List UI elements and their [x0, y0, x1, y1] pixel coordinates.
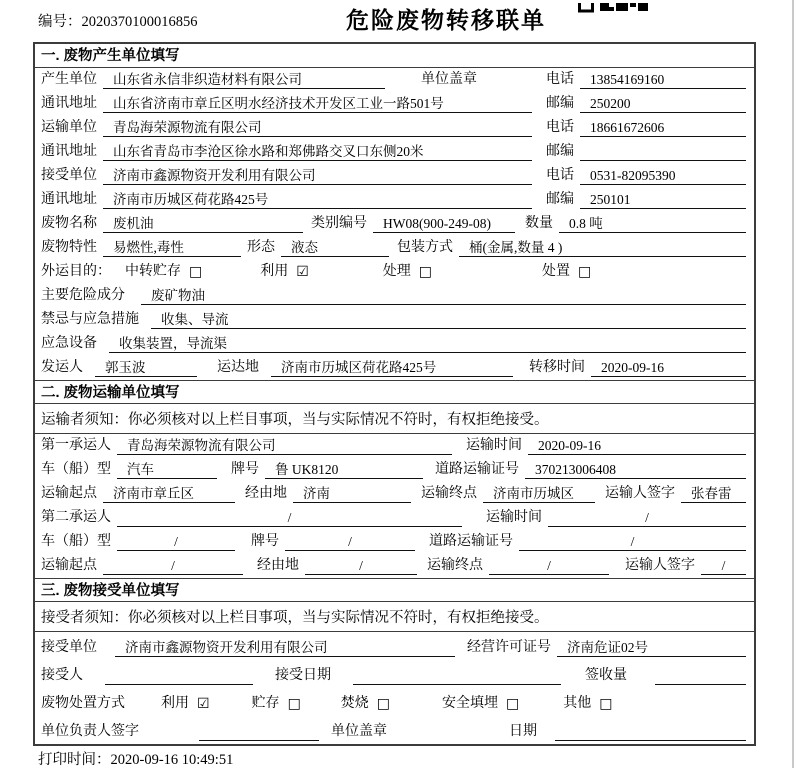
section3-title: 三. 废物接受单位填写	[35, 578, 754, 602]
plate-label: 牌号	[251, 534, 279, 549]
field-group	[41, 71, 546, 89]
receiver-zip-value: 250101	[580, 191, 746, 209]
field-group	[41, 167, 546, 185]
field-label: 运输起点	[41, 486, 97, 501]
plate-label: 牌号	[231, 462, 259, 477]
print-time-label: 打印时间：	[38, 752, 111, 768]
option-incinerate	[341, 695, 390, 713]
emergency-measures-value: 收集、导流	[151, 311, 746, 329]
via-2-value: /	[305, 557, 417, 575]
second-carrier-value: /	[117, 509, 462, 527]
packing-label: 包装方式	[397, 240, 453, 255]
transport-time-value: 2020-09-16	[528, 437, 746, 455]
field-label: 产生单位	[41, 72, 97, 87]
row-hazard-component	[35, 284, 754, 308]
option-label: 处置	[542, 264, 571, 279]
print-time-line	[38, 748, 233, 768]
zip-label: 邮编	[546, 192, 574, 207]
row-disposal-checkboxes	[35, 688, 754, 716]
via-value: 济南	[293, 485, 411, 503]
quantity-value: 0.8 吨	[559, 215, 746, 233]
field-label: 接受单位	[41, 168, 97, 183]
road-license-value: 370213006408	[525, 461, 746, 479]
category-label: 类别编号	[311, 216, 367, 231]
option-utilize	[260, 263, 309, 281]
via-label: 经由地	[257, 558, 299, 573]
seal-label: 单位盖章	[421, 72, 477, 87]
row-receiver-address	[35, 188, 754, 212]
option-label: 处理	[382, 264, 411, 279]
vehicle-type-value: 汽车	[117, 461, 217, 479]
page-title: 危险废物转移联单	[346, 7, 546, 33]
checkbox-unchecked-icon: □	[578, 264, 592, 280]
producer-name-value: 山东省永信非织造材料有限公司	[103, 71, 385, 89]
field-label: 运输单位	[41, 120, 97, 135]
field-label: 废物特性	[41, 240, 97, 255]
option-label: 安全填埋	[442, 696, 499, 711]
section2-title: 二. 废物运输单位填写	[35, 380, 754, 404]
row-route-2	[35, 554, 754, 578]
route-end-2-value: /	[489, 557, 609, 575]
producer-zip-value: 250200	[580, 95, 746, 113]
option-utilize	[161, 695, 210, 713]
checkbox-unchecked-icon: □	[599, 696, 613, 712]
form-label: 形态	[247, 240, 275, 255]
date-label: 日期	[509, 724, 537, 739]
serial-label: 编号：	[38, 14, 82, 30]
field-group	[41, 143, 546, 161]
carrier-sign-value: 张春雷	[681, 485, 746, 503]
transport-time-label: 运输时间	[486, 510, 542, 525]
acceptor-value	[105, 667, 253, 685]
option-label: 贮存	[251, 696, 280, 711]
row-waste-name	[35, 212, 754, 236]
quantity-label: 数量	[525, 216, 553, 231]
checkbox-checked-icon: ☑	[296, 264, 309, 280]
row-receiver	[35, 164, 754, 188]
destination-value: 济南市历城区荷花路425号	[271, 359, 513, 377]
received-qty-label: 签收量	[585, 668, 627, 683]
field-label: 车（船）型	[41, 534, 111, 549]
field-label: 第一承运人	[41, 438, 111, 453]
zip-label: 邮编	[546, 96, 574, 111]
phone-label: 电话	[546, 72, 574, 87]
waste-props-value: 易燃性,毒性	[103, 239, 241, 257]
plate-2-value: /	[285, 533, 415, 551]
category-code-value: HW08(900-249-08)	[373, 215, 515, 233]
plate-value: 鲁 UK8120	[265, 461, 423, 479]
permit-label: 经营许可证号	[467, 640, 551, 655]
carrier-sign-label: 运输人签字	[625, 558, 695, 573]
road-license-label: 道路运输证号	[429, 534, 513, 549]
field-label: 第二承运人	[41, 510, 111, 525]
destination-label: 运达地	[217, 360, 259, 375]
row-waste-props	[35, 236, 754, 260]
field-label: 废物处置方式	[41, 696, 125, 711]
field-label: 接受人	[41, 668, 83, 683]
field-label: 禁忌与应急措施	[41, 312, 139, 327]
checkbox-unchecked-icon: □	[376, 696, 391, 712]
row-vehicle-2	[35, 530, 754, 554]
receiver-phone-value: 0531-82095390	[580, 167, 746, 185]
receiver-name-value: 济南市鑫源物资开发利用有限公司	[103, 167, 532, 185]
row-transporter	[35, 116, 754, 140]
carrier-sign-2-value: /	[701, 557, 746, 575]
phone-label: 电话	[546, 120, 574, 135]
row-emergency-measures	[35, 308, 754, 332]
manifest-table	[33, 42, 756, 746]
field-label: 接受单位	[41, 640, 97, 655]
transporter-address-value: 山东省青岛市李沧区徐水路和郑佛路交叉口东侧20米	[103, 143, 532, 161]
row-route-1	[35, 482, 754, 506]
checkbox-unchecked-icon: □	[287, 696, 301, 712]
emergency-equipment-value: 收集装置，导流渠	[109, 335, 746, 353]
field-group	[41, 119, 546, 137]
option-storage	[252, 695, 301, 713]
transport-time-2-value: /	[548, 509, 746, 527]
field-label: 发运人	[41, 360, 83, 375]
field-label: 通讯地址	[41, 144, 97, 159]
row-producer	[35, 68, 754, 92]
option-label: 中转贮存	[125, 264, 181, 279]
route-start-value: 济南市章丘区	[103, 485, 235, 503]
print-time-value: 2020-09-16 10:49:51	[110, 752, 234, 768]
scan-page-edge	[792, 0, 794, 768]
transport-time-label: 运输时间	[466, 438, 522, 453]
zip-label: 邮编	[546, 144, 574, 159]
transporter-notice: 运输者须知：你必须核对以上栏目事项，当与实际情况不符时，有权拒绝接受。	[35, 404, 754, 434]
field-label: 通讯地址	[41, 192, 97, 207]
field-label: 车（船）型	[41, 462, 111, 477]
checkbox-checked-icon: ☑	[197, 696, 210, 712]
transfer-time-label: 转移时间	[529, 360, 585, 375]
option-treat	[383, 263, 432, 281]
phone-label: 电话	[546, 168, 574, 183]
carrier-sign-label: 运输人签字	[605, 486, 675, 501]
first-carrier-value: 青岛海荣源物流有限公司	[117, 437, 452, 455]
route-end-label: 运输终点	[421, 486, 477, 501]
transporter-phone-value: 18661672606	[580, 119, 746, 137]
row-accept-unit	[35, 632, 754, 660]
route-end-value: 济南市历城区	[483, 485, 595, 503]
accept-date-value	[353, 667, 561, 685]
field-label: 运输起点	[41, 558, 97, 573]
producer-address-value: 山东省济南市章丘区明水经济技术开发区工业一路501号	[103, 95, 532, 113]
option-other	[563, 695, 612, 713]
row-transporter-address	[35, 140, 754, 164]
dispatcher-value: 郭玉波	[95, 359, 197, 377]
road-license-label: 道路运输证号	[435, 462, 519, 477]
option-transfer-storage	[125, 263, 202, 281]
row-dispatch	[35, 356, 754, 380]
receiver-address-value: 济南市历城区荷花路425号	[103, 191, 532, 209]
route-start-2-value: /	[103, 557, 243, 575]
accept-date-label: 接受日期	[275, 668, 331, 683]
row-vehicle-1	[35, 458, 754, 482]
field-group	[41, 191, 546, 209]
producer-phone-value: 13854169160	[580, 71, 746, 89]
route-end-label: 运输终点	[427, 558, 483, 573]
row-emergency-equipment	[35, 332, 754, 356]
transporter-name-value: 青岛海荣源物流有限公司	[103, 119, 532, 137]
received-qty-value	[655, 667, 746, 685]
accept-unit-value: 济南市鑫源物资开发利用有限公司	[115, 639, 455, 657]
checkbox-unchecked-icon: □	[189, 264, 203, 280]
option-dispose	[542, 263, 591, 281]
sign-date-value	[555, 723, 746, 741]
row-acceptor	[35, 660, 754, 688]
vehicle-type-2-value: /	[117, 533, 235, 551]
field-group	[41, 95, 546, 113]
hazard-component-value: 废矿物油	[141, 287, 746, 305]
option-landfill	[442, 695, 519, 713]
section1-title: 一. 废物产生单位填写	[35, 44, 754, 68]
packing-value: 桶(金属,数量 4 )	[459, 239, 746, 257]
via-label: 经由地	[245, 486, 287, 501]
road-license-2-value: /	[519, 533, 746, 551]
transporter-zip-value	[580, 143, 746, 161]
option-label: 其他	[563, 696, 592, 711]
transfer-time-value: 2020-09-16	[591, 359, 746, 377]
field-label: 外运目的：	[41, 264, 111, 279]
row-purpose-checkboxes	[35, 260, 754, 284]
row-second-carrier	[35, 506, 754, 530]
field-label: 主要危险成分	[41, 288, 125, 303]
waste-name-value: 废机油	[103, 215, 303, 233]
field-label: 通讯地址	[41, 96, 97, 111]
checkbox-unchecked-icon: □	[506, 696, 520, 712]
checkbox-unchecked-icon: □	[418, 264, 433, 280]
qr-code-fragment	[578, 0, 648, 10]
option-label: 利用	[161, 696, 189, 711]
unit-seal-label: 单位盖章	[331, 724, 387, 739]
form-value: 液态	[281, 239, 389, 257]
row-responsible-signature	[35, 716, 754, 744]
option-label: 焚烧	[340, 696, 369, 711]
option-label: 利用	[260, 264, 289, 279]
responsible-sign-value	[199, 723, 319, 741]
field-label: 应急设备	[41, 336, 97, 351]
field-label: 单位负责人签字	[41, 724, 139, 739]
field-label: 废物名称	[41, 216, 97, 231]
receiver-notice: 接受者须知：你必须核对以上栏目事项，当与实际情况不符时，有权拒绝接受。	[35, 602, 754, 632]
serial-number: 2020370100016856	[81, 14, 198, 30]
row-first-carrier	[35, 434, 754, 458]
permit-value: 济南危证02号	[557, 639, 746, 657]
row-producer-address	[35, 92, 754, 116]
